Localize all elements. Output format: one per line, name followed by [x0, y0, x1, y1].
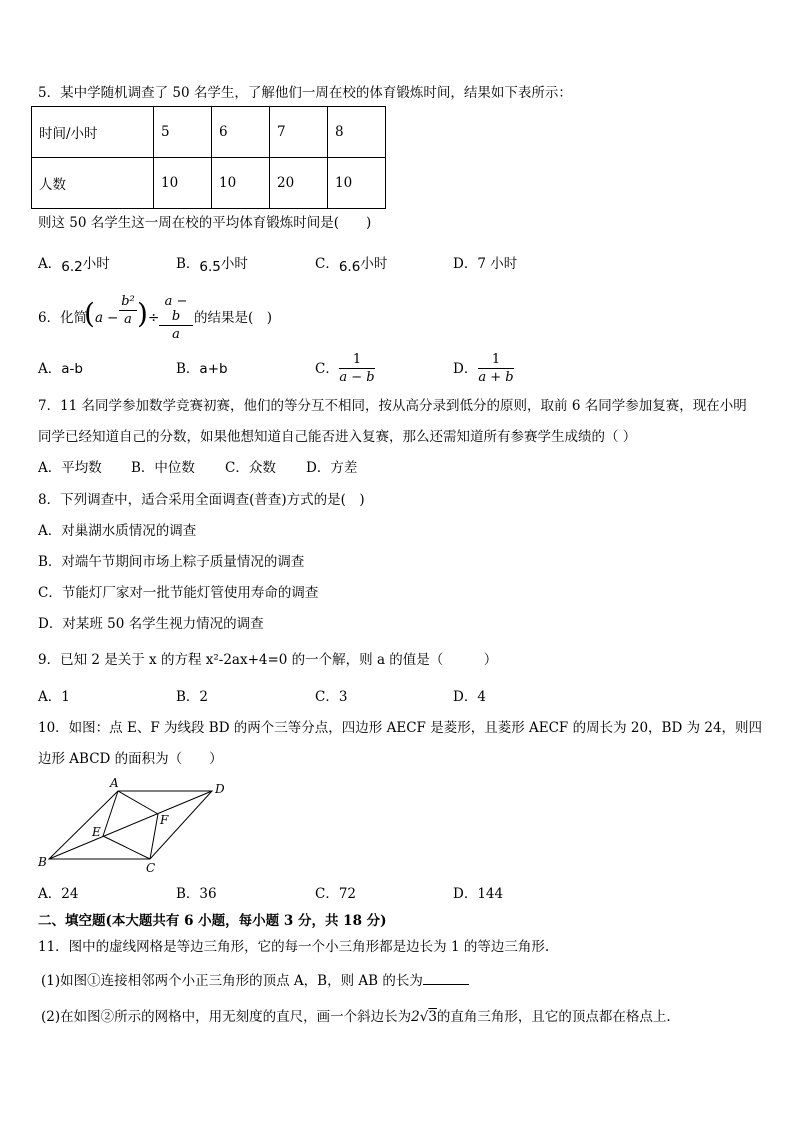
q9-option-b[interactable]: B．2	[176, 689, 209, 705]
sqrt-symbol: √	[419, 1009, 429, 1025]
q10-stem-line1: 10．如图：点 E、F 为线段 BD 的两个三等分点，四边形 AECF 是菱形，且菱形 AECF 的周长为 20，BD 为 24，则四	[38, 720, 763, 736]
option-unit: 小时	[220, 256, 248, 272]
q8-stem: 8．下列调查中，适合采用全面调查(普查)方式的是( )	[38, 492, 365, 508]
option-unit: 小时	[82, 256, 110, 272]
q11-part1	[41, 972, 469, 989]
fraction-denominator: a	[172, 327, 180, 342]
table-cell: 10	[212, 158, 270, 209]
diagonal-bd	[49, 791, 212, 859]
label-f: F	[160, 813, 169, 827]
fraction-numerator: a − b	[164, 294, 188, 324]
fraction-bar	[478, 368, 514, 369]
q5-option-c[interactable]	[315, 256, 388, 275]
q10-option-a[interactable]: A．24	[38, 886, 79, 902]
option-letter: B．	[176, 361, 200, 377]
option-letter: C．	[315, 256, 339, 272]
option-letter: B．	[176, 256, 200, 272]
option-letter: A．	[38, 361, 62, 377]
option-unit: 小时	[360, 256, 388, 272]
q10-option-b[interactable]: B．36	[176, 886, 217, 902]
option-value: 6.2	[61, 259, 83, 275]
q6-option-b[interactable]	[176, 361, 228, 377]
table-cell: 5	[154, 107, 212, 158]
fraction-bar	[159, 325, 193, 326]
q7-stem-line2: 同学已经知道自己的分数，如果他想知道自己能否进入复赛，那么还需知道所有参赛学生成绩的（ ）	[38, 429, 637, 445]
q11-part1-text: (1)如图①连接相邻两个小正三角形的顶点 A，B，则 AB 的长为	[41, 973, 423, 989]
fraction-denominator: a − b	[339, 370, 375, 385]
section-heading: 二、填空题(本大题共有 6 小题，每小题 3 分，共 18 分)	[38, 913, 387, 929]
q5-table	[31, 106, 386, 209]
q11-stem: 11．图中的虚线网格是等边三角形，它的每一个小三角形都是边长为 1 的等边三角形.	[38, 939, 550, 955]
q5-option-b[interactable]	[176, 256, 248, 275]
q9-option-d[interactable]: D．4	[453, 689, 486, 705]
fraction-bar	[119, 310, 137, 311]
fraction-numerator: 1	[491, 352, 501, 367]
label-e: E	[92, 825, 101, 839]
table-cell: 7	[270, 107, 328, 158]
table-cell: 20	[270, 158, 328, 209]
q5-stem: 5．某中学随机调查了 50 名学生，了解他们一周在校的体育锻炼时间，结果如下表所示：	[38, 85, 572, 101]
q10-option-d[interactable]: D．144	[453, 886, 504, 902]
label-d: D	[215, 782, 225, 796]
q6-fraction-1	[119, 294, 137, 327]
option-letter: A．	[38, 256, 62, 272]
option-value: 7 小时	[477, 256, 518, 272]
q7-stem-line1: 7．11 名同学参加数学竞赛初赛，他们的等分互不相同，按从高分录到低分的原则，取前 6 名同学参加复赛，现在小明	[38, 398, 747, 414]
radicand: 3	[428, 1009, 437, 1025]
segment-fa	[118, 791, 158, 814]
q6-option-d-fraction	[478, 352, 514, 385]
q6-option-c-fraction	[339, 352, 375, 385]
table-header-cell: 人数	[32, 158, 154, 209]
q8-option-b[interactable]: B．对端午节期间市场上粽子质量情况的调查	[38, 554, 305, 570]
q6-suffix: 的结果是( )	[194, 310, 273, 326]
q7-option-a[interactable]: A．平均数	[38, 460, 102, 476]
option-value: 6.6	[338, 259, 361, 275]
q11-part2-text: (2)在如图②所示的网格中，用无刻度的直尺，画一个斜边长为	[41, 1009, 412, 1025]
answer-blank[interactable]	[423, 972, 469, 985]
left-paren: (	[84, 297, 95, 330]
q5-question: 则这 50 名学生这一周在校的平均体育锻炼时间是( )	[38, 215, 372, 231]
q7-option-c[interactable]: C．众数	[225, 460, 276, 476]
q8-option-d[interactable]: D．对某班 50 名学生视力情况的调查	[38, 616, 264, 632]
option-value: a+b	[199, 361, 228, 377]
q6-divide: ÷	[148, 310, 160, 326]
q8-option-c[interactable]: C．节能灯厂家对一批节能灯管使用寿命的调查	[38, 585, 319, 601]
q10-rhombus-figure	[30, 772, 240, 878]
q7-option-b[interactable]: B．中位数	[131, 460, 195, 476]
q6-option-c-letter[interactable]: C．	[315, 361, 339, 377]
label-a: A	[110, 776, 119, 790]
fraction-numerator: b²	[121, 294, 135, 309]
label-c: C	[146, 861, 156, 875]
q10-option-c[interactable]: C．72	[315, 886, 357, 902]
q6-option-d-letter[interactable]: D．	[453, 361, 478, 377]
q5-option-a[interactable]	[38, 256, 110, 275]
fraction-denominator: a	[124, 312, 132, 327]
fraction-numerator: 1	[352, 352, 362, 367]
fraction-denominator: a + b	[478, 370, 514, 385]
q9-option-a[interactable]: A．1	[38, 689, 70, 705]
q9-option-c[interactable]: C．3	[315, 689, 348, 705]
q6-term-a: a	[95, 310, 104, 326]
table-row	[32, 107, 386, 158]
q7-option-d[interactable]: D．方差	[306, 460, 358, 476]
table-row	[32, 158, 386, 209]
q9-stem: 9．已知 2 是关于 x 的方程 x²-2ax+4=0 的一个解，则 a 的值是（ ）	[38, 652, 498, 668]
fraction-bar	[339, 368, 375, 369]
right-paren: )	[137, 297, 148, 330]
q11-part2	[41, 1009, 671, 1025]
label-b: B	[38, 855, 47, 869]
q8-option-a[interactable]: A．对巢湖水质情况的调查	[38, 523, 197, 539]
q6-prefix: 6．化简	[38, 310, 88, 326]
table-cell: 10	[328, 158, 386, 209]
option-value: a-b	[61, 361, 83, 377]
table-cell: 10	[154, 158, 212, 209]
table-cell: 6	[212, 107, 270, 158]
q11-part2-tail: 的直角三角形，且它的顶点都在格点上.	[436, 1009, 671, 1025]
option-letter: D．	[453, 256, 478, 272]
q6-option-a[interactable]	[38, 361, 83, 377]
radical-coefficient: 2	[411, 1009, 420, 1025]
q6-minus: −	[107, 310, 119, 326]
q6-fraction-2	[159, 294, 193, 342]
segment-ec	[103, 836, 150, 859]
q5-option-d[interactable]	[453, 256, 517, 272]
table-header-cell: 时间/小时	[32, 107, 154, 158]
table-cell: 8	[328, 107, 386, 158]
option-value: 6.5	[199, 259, 221, 275]
q10-stem-line2: 边形 ABCD 的面积为（ ）	[38, 751, 223, 767]
